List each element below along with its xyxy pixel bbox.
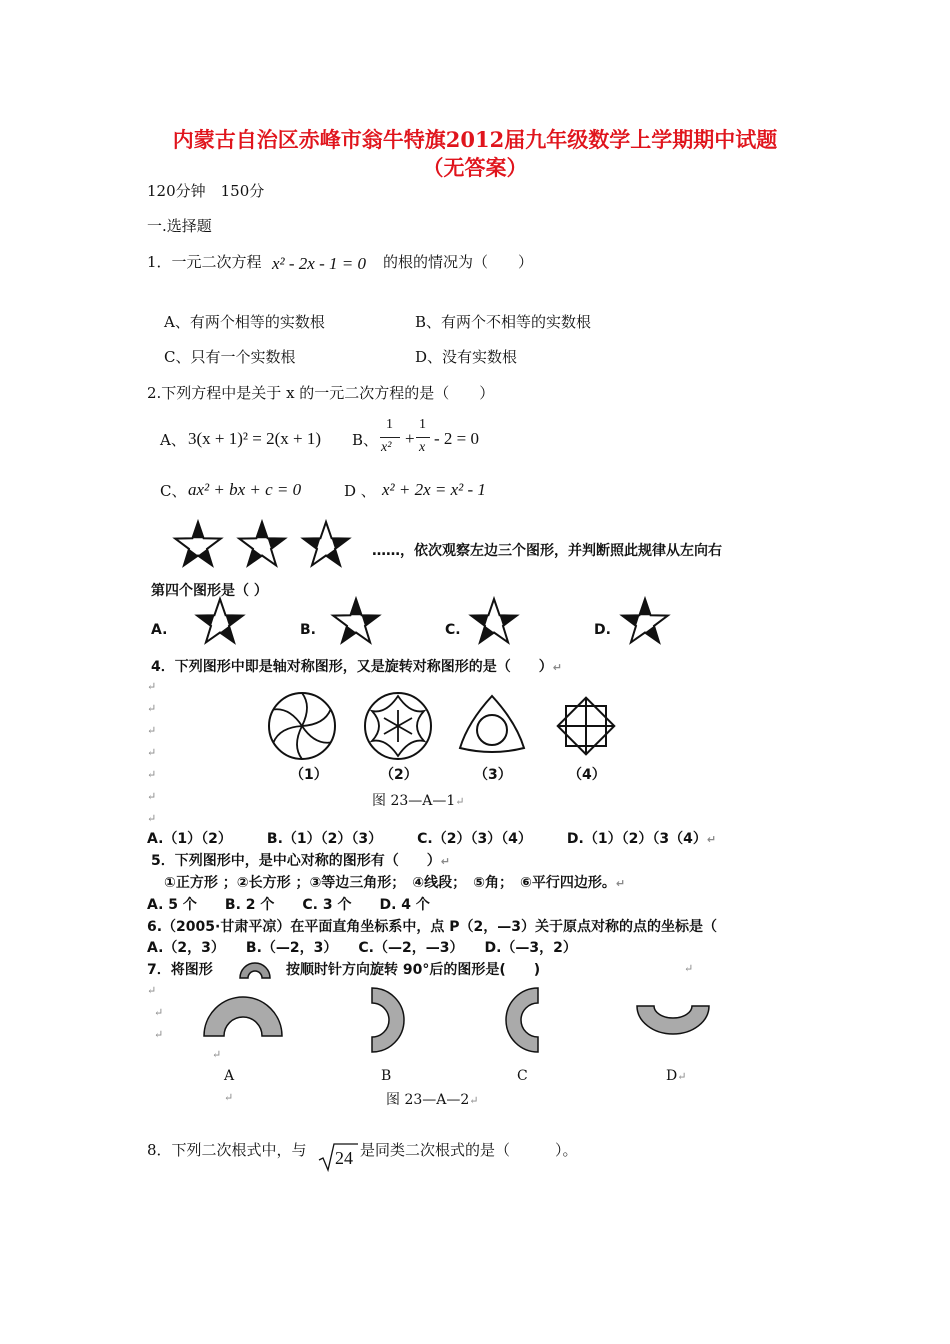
section-heading: 一.选择题 — [147, 217, 212, 235]
star-figure-3 — [303, 522, 349, 565]
q1-option-a: A、有两个相等的实数根 — [164, 313, 325, 331]
q2-option-d-label: D 、 — [344, 482, 376, 500]
q4-caption-text: 图 23—A—1 — [372, 793, 456, 809]
q3-option-c-label: C. — [445, 622, 461, 638]
q4-figure-4 — [550, 690, 622, 762]
fraction-numerator: 1 — [386, 417, 393, 432]
q2-option-c-equation: ax² + bx + c = 0 — [188, 480, 302, 499]
q4-figure-3-label: （3） — [474, 767, 512, 783]
fraction-denominator: x — [419, 440, 426, 455]
q1-option-b: B、有两个不相等的实数根 — [415, 313, 592, 331]
q1-suffix: 的根的情况为（ ） — [383, 253, 534, 271]
paragraph-mark: ↵ — [706, 833, 717, 846]
q3-option-d-star — [617, 598, 673, 648]
q1-equation: x² - 2x - 1 = 0 — [272, 254, 366, 273]
q4-question-text: 4．下列图形中即是轴对称图形，又是旋转对称图形的是（ ） — [151, 659, 553, 675]
q4-options-text: A.（1）（2） B.（1）（2）（3） C.（2）（3）（4） D.（1）（2）（3（4） — [147, 831, 707, 847]
paragraph-mark: ↵ — [147, 746, 157, 759]
q2-option-d-equation: x² + 2x = x² - 1 — [382, 480, 486, 499]
q8-question-a: 8．下列二次根式中，与 — [147, 1141, 307, 1159]
star-figure-2 — [239, 522, 285, 565]
q5-options: A. 5 个 B. 2 个 C. 3 个 D. 4 个 — [147, 897, 430, 913]
q2-option-c-label: C、 — [160, 482, 187, 500]
q5-question-text: 5．下列图形中，是中心对称的图形有（ ） — [151, 853, 441, 869]
q7-question-a: 7．将图形 — [147, 962, 213, 978]
paragraph-mark: ↵ — [147, 680, 157, 693]
q7-option-d-shape — [636, 1004, 710, 1034]
fraction-denominator: x² — [381, 440, 392, 455]
paragraph-mark: ↵ — [615, 877, 626, 890]
fraction-bar — [416, 437, 430, 438]
q7-option-d-label — [666, 1068, 686, 1084]
q7-caption-text: 图 23—A—2 — [386, 1092, 470, 1108]
q4-caption — [372, 790, 465, 810]
q3-option-a-star — [192, 598, 248, 648]
q4-figure-2-label: （2） — [380, 767, 418, 783]
paragraph-mark: ↵ — [552, 661, 562, 674]
q5-question — [151, 850, 450, 870]
q3-star-sequence — [160, 518, 360, 574]
paragraph-mark: ↵ — [212, 1048, 222, 1061]
q5-items-text: ①正方形 ；②长方形 ；③等边三角形； ④线段； ⑤角； ⑥平行四边形。 — [164, 875, 616, 891]
q2-question: 2.下列方程中是关于 x 的一元二次方程的是（ ） — [147, 384, 495, 402]
q2-option-b-equation: - 2 = 0 — [434, 429, 479, 448]
q7-option-a-shape — [202, 994, 284, 1038]
q4-figure-2 — [362, 690, 434, 762]
q2-option-a-equation: 3(x + 1)² = 2(x + 1) — [188, 429, 322, 448]
q3-question-line2: 第四个图形是（ ） — [151, 583, 268, 599]
paragraph-mark: ↵ — [154, 1028, 164, 1041]
q4-figure-1 — [266, 690, 338, 762]
q2-option-a-label: A、 — [160, 431, 186, 449]
q7-option-c-shape — [506, 987, 540, 1053]
q3-question: ……，依次观察左边三个图形，并判断照此规律从左向右 — [372, 543, 722, 559]
paragraph-mark: ↵ — [224, 1091, 234, 1104]
q3-option-a-label: A. — [151, 622, 168, 638]
q7-option-a-label: A — [224, 1068, 235, 1084]
page-subtitle: （无答案） — [422, 155, 528, 180]
plus-sign: + — [405, 429, 415, 448]
paragraph-mark: ↵ — [154, 1006, 164, 1019]
paragraph-mark: ↵ — [677, 1070, 687, 1083]
q5-items — [164, 872, 625, 892]
fraction-bar — [380, 437, 400, 438]
q4-figure-4-label: （4） — [568, 767, 606, 783]
paragraph-mark: ↵ — [147, 812, 157, 825]
exam-meta: 120分钟 150分 — [147, 182, 265, 200]
paragraph-mark: ↵ — [147, 768, 157, 781]
q4-figure-1-label: （1） — [290, 767, 328, 783]
q2-option-b-label: B、 — [352, 431, 379, 449]
star-figure-1 — [175, 522, 221, 565]
paragraph-mark: ↵ — [455, 795, 465, 808]
q1-prefix: 1．一元二次方程 — [147, 253, 262, 271]
q7-caption — [386, 1089, 479, 1109]
q7-question-b: 按顺时针方向旋转 90°后的图形是( ) — [286, 962, 541, 978]
q6-options: A.（2，3） B.（—2，3） C.（—2，—3） D.（—3，2） — [147, 940, 577, 956]
paragraph-mark: ↵ — [440, 855, 450, 868]
q7-option-d-label-text: D — [666, 1068, 678, 1084]
q4-options — [147, 828, 716, 848]
fraction-numerator: 1 — [419, 417, 426, 432]
q7-option-b-label: B — [381, 1068, 392, 1084]
paragraph-mark: ↵ — [684, 962, 694, 975]
q4-figure-3 — [456, 690, 528, 762]
paragraph-mark: ↵ — [469, 1094, 479, 1107]
paragraph-mark: ↵ — [147, 724, 157, 737]
q7-option-b-shape — [370, 987, 404, 1053]
q3-option-b-star — [328, 598, 384, 648]
paragraph-mark: ↵ — [147, 702, 157, 715]
q3-option-d-label: D. — [594, 622, 611, 638]
q1-option-c: C、只有一个实数根 — [164, 348, 296, 366]
q6-question: 6.（2005·甘肃平凉）在平面直角坐标系中，点 P（2，—3）关于原点对称的点的坐标是（ — [147, 919, 717, 935]
q7-option-c-label: C — [517, 1068, 528, 1084]
q4-question — [151, 656, 562, 676]
q8-question-b: 是同类二次根式的是（ ）。 — [360, 1141, 578, 1159]
q7-source-shape — [238, 962, 272, 978]
q3-option-c-star — [466, 598, 522, 648]
page-title: 内蒙古自治区赤峰市翁牛特旗2012届九年级数学上学期期中试题 — [172, 127, 778, 152]
q3-option-b-label: B. — [300, 622, 316, 638]
q1-option-d: D、没有实数根 — [415, 348, 518, 366]
paragraph-mark: ↵ — [147, 984, 157, 997]
paragraph-mark: ↵ — [147, 790, 157, 803]
q8-radicand: 24 — [335, 1148, 353, 1168]
